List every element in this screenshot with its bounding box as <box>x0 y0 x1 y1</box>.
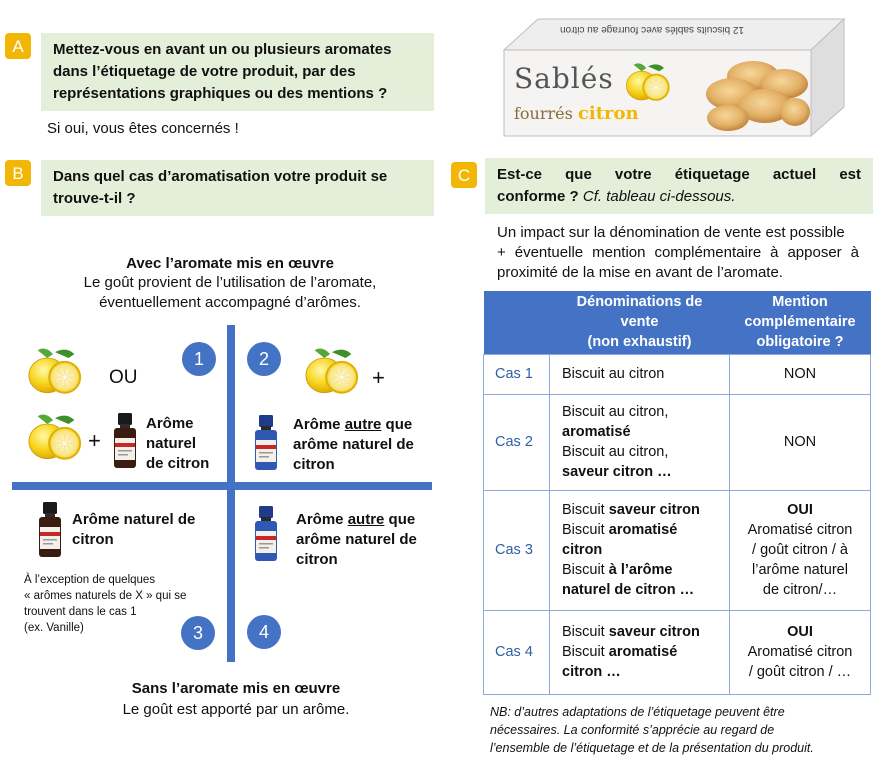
q2-label-post: que <box>381 416 413 433</box>
mention-answer: OUI <box>787 502 813 518</box>
text-bold: … <box>602 664 621 680</box>
q4-label-line: arôme naturel de <box>296 531 417 548</box>
q1-or: OU <box>109 367 138 388</box>
mention-line: / goût citron / … <box>748 664 852 680</box>
badge-c: C <box>451 162 477 188</box>
q2-label-pre: Arôme <box>293 416 345 433</box>
denomination-line <box>562 540 728 560</box>
denomination-line <box>562 364 728 384</box>
text-bold: … <box>653 464 672 480</box>
text-normal: Biscuit au citron <box>562 366 665 382</box>
product-box-side-text: 12 biscuits sablés avec fourrage au citron <box>560 24 744 35</box>
mention-cell <box>730 610 871 694</box>
q3-label-line: citron <box>72 531 114 548</box>
case-number-3: 3 <box>181 616 215 650</box>
denomination-cell <box>550 354 730 394</box>
mention-text: NON <box>783 366 817 382</box>
question-a-box <box>41 33 434 111</box>
question-a-line: représentations graphiques ou des mentions ? <box>53 85 388 102</box>
table-header-case <box>484 291 550 354</box>
q3-label-line: Arôme naturel de <box>72 511 196 528</box>
text-bold: saveur citron <box>608 624 700 640</box>
case-number-1: 1 <box>182 342 216 376</box>
denomination-cell <box>550 490 730 610</box>
mention-text: NON <box>783 434 817 450</box>
product-brand: Sablés <box>514 62 614 95</box>
text-bold: saveur citron <box>608 502 700 518</box>
mention-cell <box>730 354 871 394</box>
header-line: obligatoire ? <box>756 334 844 351</box>
q4-label-post: que <box>384 511 416 528</box>
mention-line: de citron/… <box>762 582 838 598</box>
q2-plus: + <box>372 365 385 390</box>
other-aroma-bottle-icon <box>254 506 278 562</box>
denomination-line <box>562 662 728 682</box>
question-c-line1 <box>497 164 861 186</box>
top-title: Avec l’aromate mis en œuvre <box>126 255 334 272</box>
product-subtitle <box>514 103 639 124</box>
top-desc <box>30 273 430 313</box>
question-c-reference: Cf. tableau ci-dessous. <box>582 188 736 205</box>
question-c-word: étiquetage <box>674 166 750 183</box>
bottom-desc: Le goût est apporté par un arôme. <box>122 701 350 718</box>
question-c-line2: conforme ? <box>497 188 579 205</box>
mention-answer: OUI <box>787 624 813 640</box>
header-line: Mention <box>772 294 828 311</box>
q3-note-line: trouvent dans le cas 1 <box>24 606 137 618</box>
question-c-word: actuel <box>772 166 817 183</box>
mention-line: Aromatisé citron <box>747 522 853 538</box>
q4-label-line: citron <box>296 551 338 568</box>
text-bold: aromatisé <box>608 522 678 538</box>
question-c-word: est <box>839 166 861 183</box>
denomination-cell <box>550 610 730 694</box>
case-label: Cas 1 <box>484 354 550 394</box>
denomination-line <box>562 580 728 600</box>
text-normal: Biscuit <box>562 522 609 538</box>
table-header-mention <box>730 291 871 354</box>
text-bold: naturel de citron <box>562 582 676 598</box>
badge-b: B <box>5 160 31 186</box>
text-normal: Biscuit au citron, <box>562 444 669 460</box>
mention-cell <box>730 490 871 610</box>
nb-line: nécessaires. La conformité s’apprécie au regard de <box>490 723 775 737</box>
q1-label <box>146 414 209 474</box>
table-row <box>484 394 871 490</box>
text-bold: aromatisé <box>562 424 631 440</box>
question-a-line: dans l’étiquetage de votre produit, par des <box>53 63 356 80</box>
header-line: (non exhaustif) <box>587 334 692 351</box>
table-row <box>484 490 871 610</box>
q3-note-line: (ex. Vanille) <box>24 622 84 634</box>
q4-label <box>296 510 417 570</box>
case-number-2: 2 <box>247 342 281 376</box>
q3-note-line: À l’exception de quelques <box>24 574 156 586</box>
mention-line: Aromatisé citron <box>747 644 853 660</box>
question-b-line: Dans quel cas d’aromatisation votre produit se <box>53 168 388 185</box>
intro-c-line: proximité de la mise en avant de l’aromate. <box>497 264 783 281</box>
q3-note <box>24 572 186 636</box>
product-subtitle-prefix: fourrés <box>514 104 578 123</box>
other-aroma-bottle-icon <box>254 415 278 471</box>
answer-a: Si oui, vous êtes concernés ! <box>47 120 239 137</box>
intro-c <box>497 223 859 283</box>
text-normal: Biscuit au citron, <box>562 404 669 420</box>
header-line: vente <box>620 314 659 331</box>
case-number-4: 4 <box>247 615 281 649</box>
denomination-line <box>562 520 728 540</box>
mention-line: / goût citron / à <box>752 542 848 558</box>
q4-label-underlined: autre <box>347 511 385 528</box>
question-b-box <box>41 160 434 216</box>
lemon-icon <box>303 344 361 398</box>
header-line: Dénominations de <box>576 294 703 311</box>
text-bold: à l’arôme <box>608 562 673 578</box>
denomination-line <box>562 642 728 662</box>
text-normal: Biscuit <box>562 502 609 518</box>
question-b-line: trouve-t-il ? <box>53 190 136 207</box>
denomination-line <box>562 442 728 462</box>
vertical-divider <box>227 325 235 662</box>
conformity-table <box>483 291 871 695</box>
case-label: Cas 3 <box>484 490 550 610</box>
denomination-cell <box>550 394 730 490</box>
horizontal-divider <box>12 482 432 490</box>
nb-note <box>490 703 814 757</box>
table-row <box>484 354 871 394</box>
denomination-line <box>562 402 728 422</box>
question-c-word: que <box>565 166 592 183</box>
q3-note-line: « arômes naturels de X » qui se <box>24 590 187 602</box>
q2-label <box>293 415 414 475</box>
q4-label-pre: Arôme <box>296 511 348 528</box>
case-label: Cas 2 <box>484 394 550 490</box>
intro-c-line: Un impact sur la dénomination de vente est possible <box>497 224 845 241</box>
text-normal: Biscuit <box>562 624 609 640</box>
q1-label-line: naturel <box>146 435 197 452</box>
denomination-line <box>562 560 728 580</box>
mention-cell <box>730 394 871 490</box>
mention-line: l’arôme naturel <box>752 562 848 578</box>
denomination-line <box>562 422 728 442</box>
nb-line: NB: d’autres adaptations de l’étiquetage peuvent être <box>490 705 785 719</box>
q2-label-underlined: autre <box>344 416 382 433</box>
nb-line: l’ensemble de l’étiquetage et de la présentation du produit. <box>490 741 814 755</box>
q2-label-line: arôme naturel de <box>293 436 414 453</box>
text-bold: aromatisé <box>608 644 678 660</box>
text-bold: saveur citron <box>562 464 654 480</box>
header-line: complémentaire <box>744 314 856 331</box>
bottom-title: Sans l’aromate mis en œuvre <box>131 680 341 697</box>
q1-label-line: Arôme <box>146 415 194 432</box>
lemon-icon <box>26 410 84 464</box>
text-bold: citron <box>562 542 603 558</box>
q1-plus: + <box>88 428 101 453</box>
table-header-row <box>484 291 871 354</box>
text-normal: Biscuit <box>562 562 609 578</box>
q2-label-line: citron <box>293 456 335 473</box>
q3-label <box>72 510 195 550</box>
q1-label-line: de citron <box>146 455 210 472</box>
case-label: Cas 4 <box>484 610 550 694</box>
text-normal: Biscuit <box>562 644 609 660</box>
product-subtitle-accent: citron <box>577 103 639 124</box>
denomination-line <box>562 462 728 482</box>
table-row <box>484 610 871 694</box>
question-c-word: votre <box>614 166 652 183</box>
question-a-line: Mettez-vous en avant un ou plusieurs aromates <box>53 41 392 58</box>
question-c-box <box>485 158 873 214</box>
natural-aroma-bottle-icon <box>113 413 137 469</box>
table-header-denomination <box>550 291 730 354</box>
intro-c-line: + éventuelle mention complémentaire à apposer à <box>497 244 859 261</box>
natural-aroma-bottle-icon <box>38 502 62 558</box>
text-bold: … <box>675 582 695 598</box>
lemon-icon <box>26 344 84 398</box>
denomination-line <box>562 622 728 642</box>
badge-a: A <box>5 33 31 59</box>
denomination-line <box>562 500 728 520</box>
top-desc-line: Le goût provient de l’utilisation de l’aromate, <box>83 274 377 291</box>
question-c-word: Est-ce <box>497 166 543 183</box>
text-bold: citron <box>562 664 603 680</box>
top-desc-line: éventuellement accompagné d’arômes. <box>99 294 361 311</box>
